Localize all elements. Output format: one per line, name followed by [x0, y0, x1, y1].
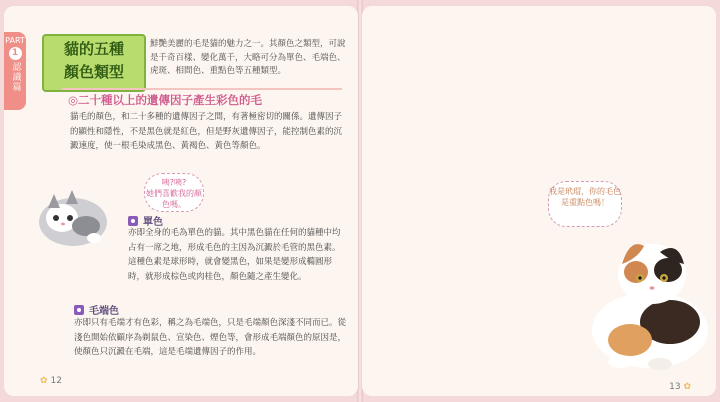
section-title-solid: 單色: [128, 213, 163, 228]
title-intro: 鮮艷美麗的毛是貓的魅力之一。其顏色之類型，可說是千奇百樣、變化萬千，大略可分為單色、毛端色、虎斑、相間色、重點色等五種類型。: [150, 39, 346, 76]
cat-photo-calico: [560, 222, 720, 372]
part-number: 1: [9, 47, 22, 60]
part-label: PART: [5, 36, 25, 45]
flower-icon: [128, 216, 138, 226]
title-line-1: 貓的五種: [63, 40, 124, 58]
section-text-tipped: 亦即只有毛端才有色彩，稱之為毛端色，只是毛端顏色深淺不同而已。從淺色開始依顧序為剃鼠色、宣染色、煙色等，會形成毛端顏色的原因是，使顏色只沉澱在毛端，這是毛端遺傳因子的作用。: [74, 318, 347, 357]
page-number-right: 13 ✿: [669, 382, 691, 392]
chapter-title: [42, 34, 146, 92]
speech-bubble: 咦?咦? 她們喜歡我的顏色嗎。: [144, 173, 204, 212]
part-tab: [4, 32, 26, 110]
intro-paragraph: 貓毛的顏色，和二十多種的遺傳因子之間，有著極密切的關係。遺傳因子的顯性和隱性，不是黑色就是紅色，但是野灰遺傳因子，能控制色素的沉澱速度，使一根毛染成黑色、黃褐色、黃色等顏色。: [70, 112, 343, 151]
part-section: 認識篇: [10, 62, 21, 92]
left-page: [4, 6, 359, 396]
cat-photo-gray-tabby: [28, 174, 118, 254]
section-text-solid: 亦即全身的毛為單色的貓。其中黑色貓在任何的貓種中均占有一席之地，形成毛色的主因為沉澱於毛管的黑色素。這種色素是球形時，就會變黑色，如果是變形成橢圓形時，就形成棕色或肉桂色，顏色隨之產生變化。: [128, 228, 341, 282]
paw-icon: ✿: [40, 376, 48, 386]
flower-icon: [74, 305, 84, 315]
section-title-tipped: 毛端色: [74, 302, 119, 317]
divider: [62, 88, 342, 90]
title-line-2: 顏色類型: [63, 63, 124, 81]
page-number-left: ✿ 12: [40, 376, 62, 386]
speech-bubble-right: 我是玳瑁，你的毛色是重點色嗎！: [548, 181, 622, 227]
paw-icon: ✿: [680, 382, 691, 392]
section-heading: ◎二十種以上的遺傳因子產生彩色的毛: [68, 93, 263, 107]
